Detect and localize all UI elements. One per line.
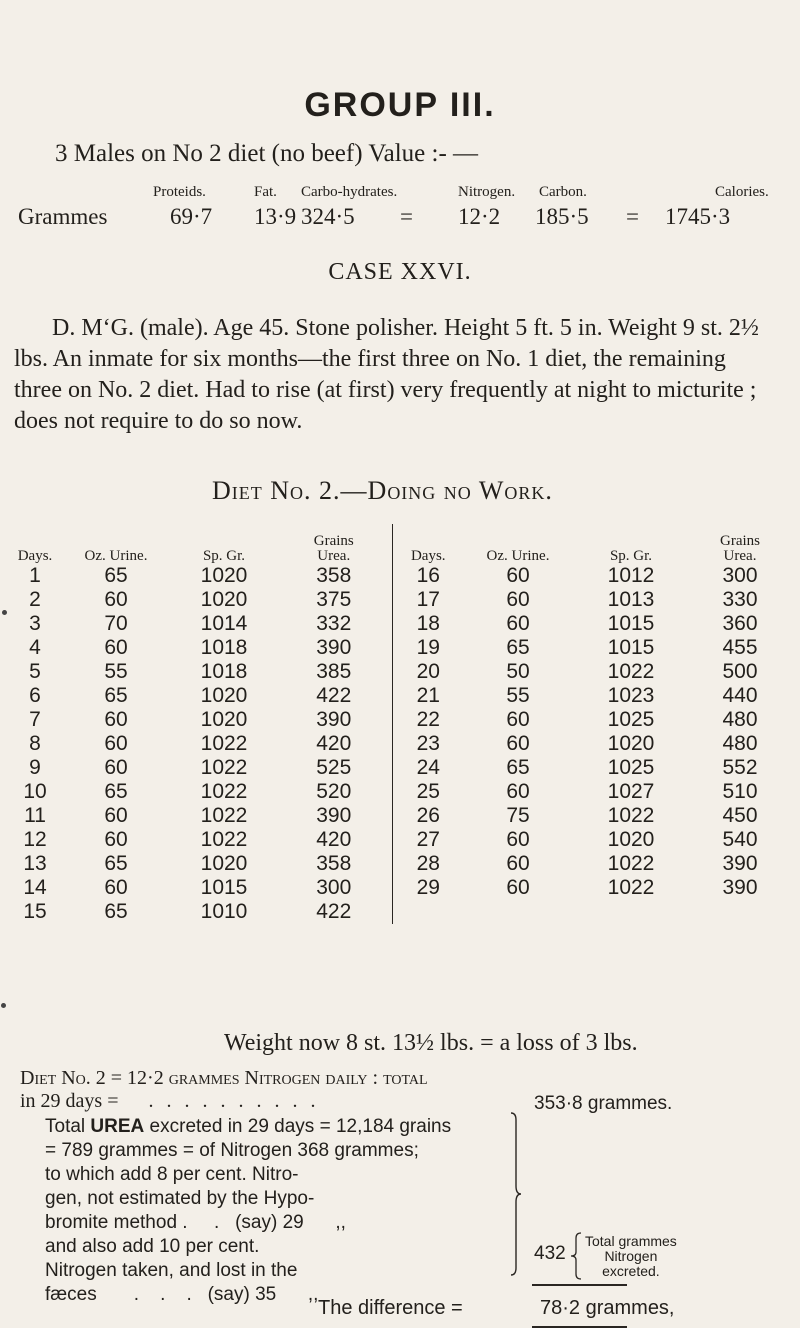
table-cell: 1022 — [607, 804, 655, 827]
urea-line: gen, not estimated by the Hypo- — [45, 1188, 315, 1209]
table-cell: 1022 — [200, 804, 248, 827]
difference-label: The difference = — [318, 1297, 463, 1319]
table-cell: 60 — [506, 708, 530, 731]
table-row — [10, 756, 790, 780]
table-row — [10, 588, 790, 612]
page-speck — [2, 610, 7, 615]
table-cell: 15 — [23, 900, 47, 923]
table-cell: 60 — [104, 756, 128, 779]
table-cell: 420 — [276, 732, 392, 756]
table-cell: 8 — [29, 732, 41, 755]
sum-rule — [532, 1284, 627, 1286]
table-cell: 60 — [506, 780, 530, 803]
table-cell: 440 — [722, 684, 758, 707]
table-cell: 1012 — [607, 564, 655, 587]
table-cell: 60 — [104, 708, 128, 731]
nutrient-value: 13·9 — [254, 204, 297, 229]
table-cell: 60 — [506, 828, 530, 851]
page-title: GROUP III. — [304, 86, 496, 124]
table-cell: 55 — [104, 660, 128, 683]
table-row — [10, 708, 790, 732]
table-cell: 60 — [104, 732, 128, 755]
nutrient-value: 185·5 — [535, 204, 589, 229]
column-header: Oz. Urine. — [486, 548, 550, 564]
table-cell: 23 — [416, 732, 440, 755]
case-description: D. M‘G. (male). Age 45. Stone polisher. Height 5 ft. 5 in. Weight 9 st. 2½ lbs. An inmate for six months—the first three on No. 1 diet, the remaining three on No. 2 diet. Had to rise (at first) very frequently at night to micturite ; does not require to do so now. — [14, 315, 759, 434]
table-cell: 1025 — [607, 756, 655, 779]
brace-icon — [570, 1232, 582, 1280]
table-cell: 455 — [722, 636, 758, 659]
table-cell: 65 — [104, 684, 128, 707]
column-header: Grains Urea. — [276, 524, 392, 564]
table-cell: 65 — [506, 636, 530, 659]
table-cell: 65 — [506, 756, 530, 779]
column-header: Days. — [410, 548, 446, 564]
table-cell: 520 — [276, 780, 392, 804]
table-cell: 500 — [722, 660, 758, 683]
table-cell: 27 — [416, 828, 440, 851]
table-row — [10, 636, 790, 660]
table-cell: 510 — [722, 780, 758, 803]
table-cell: 1020 — [607, 828, 655, 851]
table-cell: 60 — [104, 636, 128, 659]
table-cell: 12 — [23, 828, 47, 851]
urea-line: Nitrogen taken, and lost in the — [45, 1260, 298, 1281]
table-cell: 60 — [104, 828, 128, 851]
nutrient-row-label: Grammes — [18, 204, 108, 229]
table-cell: 18 — [416, 612, 440, 635]
table-row — [10, 876, 790, 900]
leader-dots: . . . . . . . . . . — [148, 1090, 320, 1112]
difference-value: 78·2 grammes, — [540, 1297, 675, 1319]
table-cell: 7 — [29, 708, 41, 731]
urea-line: Total UREA excreted in 29 days = 12,184 grains — [45, 1116, 452, 1137]
table-cell: 375 — [276, 588, 392, 612]
table-cell: 422 — [276, 684, 392, 708]
table-cell: 19 — [416, 636, 440, 659]
table-cell: 1023 — [607, 684, 655, 707]
table-cell: 5 — [29, 660, 41, 683]
table-cell: 65 — [104, 564, 128, 587]
table-cell: 1022 — [200, 756, 248, 779]
table-row — [10, 684, 790, 708]
excreted-note-line: Nitrogen — [604, 1248, 658, 1264]
table-cell: 422 — [276, 900, 392, 924]
table-cell: 300 — [722, 564, 758, 587]
table-cell: 1015 — [200, 876, 248, 899]
table-cell: 540 — [722, 828, 758, 851]
table-cell: 332 — [276, 612, 392, 636]
table-row — [10, 732, 790, 756]
table-cell: 60 — [506, 612, 530, 635]
nutrient-header: Nitrogen. — [458, 184, 516, 200]
table-cell: 28 — [416, 852, 440, 875]
excreted-total: 432 — [534, 1243, 566, 1264]
table-cell: 1022 — [200, 828, 248, 851]
table-cell: 1020 — [200, 852, 248, 875]
nutrient-value: 324·5 — [301, 204, 355, 229]
table-cell: 4 — [29, 636, 41, 659]
table-cell: 21 — [416, 684, 440, 707]
case-title: CASE XXVI. — [328, 259, 472, 285]
table-cell — [572, 900, 690, 924]
nutrient-header: Proteids. — [153, 184, 206, 200]
column-header: Sp. Gr. — [202, 548, 246, 564]
table-cell: 75 — [506, 804, 530, 827]
table-cell: 420 — [276, 828, 392, 852]
table-cell: 480 — [722, 732, 758, 755]
table-cell: 390 — [722, 852, 758, 875]
table-cell: 60 — [104, 804, 128, 827]
table-cell: 17 — [416, 588, 440, 611]
table-cell: 60 — [506, 876, 530, 899]
table-cell: 70 — [104, 612, 128, 635]
excreted-note-line: excreted. — [602, 1263, 660, 1279]
table-body — [10, 564, 790, 924]
table-cell: 65 — [104, 852, 128, 875]
table-cell: 552 — [722, 756, 758, 779]
table-cell: 26 — [416, 804, 440, 827]
table-cell: 1015 — [607, 612, 655, 635]
table-cell: 358 — [276, 852, 392, 876]
table-cell: 1020 — [200, 564, 248, 587]
table-cell: 1020 — [200, 588, 248, 611]
table-cell: 55 — [506, 684, 530, 707]
table-cell: 1 — [29, 564, 41, 587]
table-cell: 22 — [416, 708, 440, 731]
diet-nitrogen-line-b: in 29 days = . . . . . . . . . . — [20, 1090, 320, 1112]
table-cell: 65 — [104, 780, 128, 803]
diet-summary-line: 3 Males on No 2 diet (no beef) Value :- — — [55, 140, 479, 167]
table-cell: 2 — [29, 588, 41, 611]
excreted-note — [585, 1234, 677, 1279]
table-cell: 390 — [276, 636, 392, 660]
table-cell: 24 — [416, 756, 440, 779]
table-cell: 6 — [29, 684, 41, 707]
table-header-row — [10, 524, 790, 564]
table-cell: 390 — [722, 876, 758, 899]
page-speck — [1, 1003, 6, 1008]
table-cell: 1027 — [607, 780, 655, 803]
table-cell: 60 — [506, 732, 530, 755]
diet-nitrogen-line — [20, 1067, 428, 1113]
table-cell: 60 — [104, 588, 128, 611]
table-cell: 25 — [416, 780, 440, 803]
table-row — [10, 564, 790, 588]
table-cell: 60 — [506, 588, 530, 611]
nutrient-value: = — [626, 204, 639, 229]
table-cell: 1013 — [607, 588, 655, 611]
table-cell: 1010 — [200, 900, 248, 923]
table-cell: 50 — [506, 660, 530, 683]
table-cell: 1020 — [200, 684, 248, 707]
table-cell: 390 — [276, 804, 392, 828]
table-row — [10, 804, 790, 828]
nutrient-header: Carbon. — [539, 184, 587, 200]
diet-table-title: Diet No. 2.—Doing no Work. — [212, 476, 553, 505]
table-cell: 1014 — [200, 612, 248, 635]
table-cell: 1022 — [200, 732, 248, 755]
table-cell: 300 — [276, 876, 392, 900]
table-cell: 1018 — [200, 636, 248, 659]
urea-calculation — [45, 1115, 451, 1307]
table-row — [10, 852, 790, 876]
urea-line: to which add 8 per cent. Nitro- — [45, 1164, 299, 1185]
table-cell: 358 — [276, 564, 392, 588]
diet-nitrogen-total: 353·8 grammes. — [534, 1093, 673, 1114]
table-cell: 1022 — [200, 780, 248, 803]
table-cell: 14 — [23, 876, 47, 899]
table-cell: 1020 — [200, 708, 248, 731]
table-cell: 390 — [276, 708, 392, 732]
weight-note: Weight now 8 st. 13½ lbs. = a loss of 3 lbs. — [224, 1030, 638, 1056]
table-row — [10, 612, 790, 636]
nutrient-header: Calories. — [715, 184, 769, 200]
nutrient-value: 69·7 — [170, 204, 213, 229]
urea-line: = 789 grammes = of Nitrogen 368 grammes; — [45, 1140, 419, 1161]
table-cell: 1015 — [607, 636, 655, 659]
table-cell: 13 — [23, 852, 47, 875]
table-cell: 525 — [276, 756, 392, 780]
table-cell — [464, 900, 572, 924]
column-header: Days. — [17, 548, 53, 564]
column-header: Grains Urea. — [720, 533, 760, 564]
table-cell: 330 — [722, 588, 758, 611]
table-cell: 360 — [722, 612, 758, 635]
table-cell: 1022 — [607, 876, 655, 899]
table-cell: 1020 — [607, 732, 655, 755]
table-cell: 3 — [29, 612, 41, 635]
table-cell: 1022 — [607, 660, 655, 683]
table-row — [10, 828, 790, 852]
table-cell: 60 — [104, 876, 128, 899]
table-cell: 65 — [104, 900, 128, 923]
table-cell: 29 — [416, 876, 440, 899]
table-cell: 1022 — [607, 852, 655, 875]
urea-line: fæces . . . (say) 35 ,, — [45, 1284, 319, 1305]
table-cell: 480 — [722, 708, 758, 731]
brace-icon — [510, 1112, 522, 1276]
excreted-note-line: Total grammes — [585, 1233, 677, 1249]
table-cell: 1025 — [607, 708, 655, 731]
diet-nitrogen-line-a: Diet No. 2 = 12·2 grammes Nitrogen daily : total — [20, 1067, 428, 1089]
table-cell: 9 — [29, 756, 41, 779]
table-row — [10, 660, 790, 684]
column-header: Oz. Urine. — [84, 548, 148, 564]
table-row — [10, 900, 790, 924]
urea-line: bromite method . . (say) 29 ,, — [45, 1212, 346, 1233]
urine-table — [10, 524, 790, 924]
table-cell: 11 — [24, 804, 46, 827]
table-cell: 1018 — [200, 660, 248, 683]
urea-line: and also add 10 per cent. — [45, 1236, 260, 1257]
table-row — [10, 780, 790, 804]
table-cell: 16 — [416, 564, 440, 587]
column-header: Sp. Gr. — [609, 548, 653, 564]
table-cell — [690, 900, 790, 924]
nutrient-header: Carbo-hydrates. — [301, 184, 398, 200]
nutrient-value: = — [400, 204, 413, 229]
table-cell — [392, 900, 464, 924]
table-cell: 450 — [722, 804, 758, 827]
nutrient-header: Fat. — [254, 184, 277, 200]
table-cell: 60 — [506, 852, 530, 875]
table-cell: 20 — [416, 660, 440, 683]
table-cell: 60 — [506, 564, 530, 587]
nutrient-value: 1745·3 — [665, 204, 731, 229]
table-cell: 385 — [276, 660, 392, 684]
table-cell: 10 — [23, 780, 47, 803]
nutrient-value: 12·2 — [458, 204, 501, 229]
